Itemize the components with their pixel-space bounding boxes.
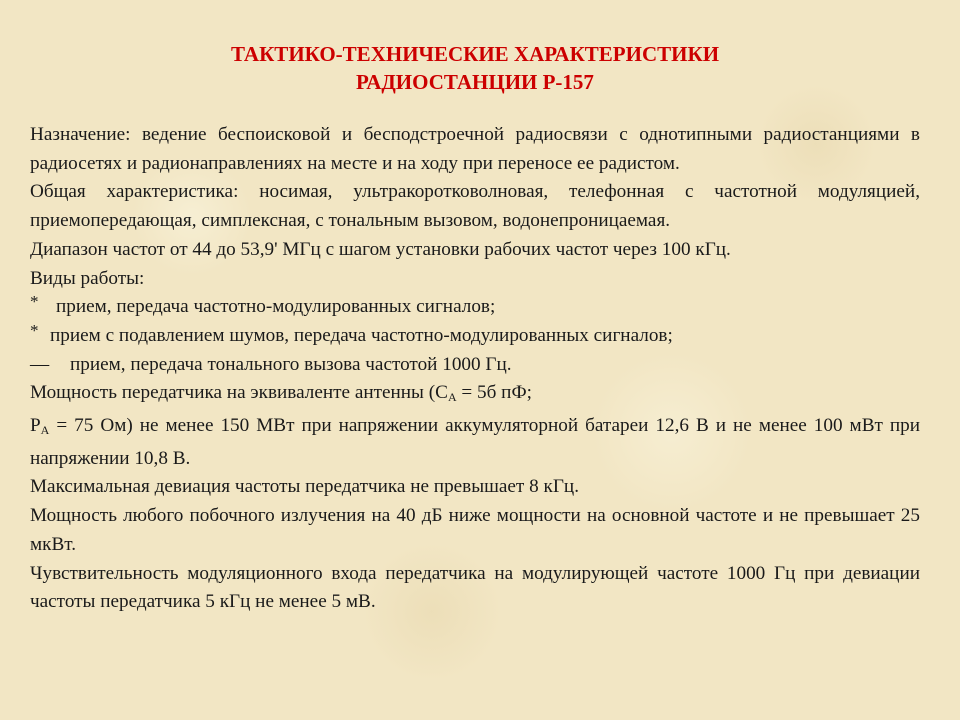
spurious-paragraph: Мощность любого побочного излучения на 40 дБ ниже мощности на основной частоте и не превышает 25 мкВт. <box>30 505 920 555</box>
power-rest: = 75 Ом) не менее 150 МВт при напряжении аккумуляторной батареи 12,6 В и не менее 100 мВт при напряжении 10,8 В. <box>30 415 920 469</box>
slide-title <box>30 40 920 96</box>
frequency-range-paragraph: Диапазон частот от 44 до 53,9' МГц с шагом установки рабочих частот через 100 кГц. <box>30 238 731 260</box>
title-line-2: РАДИОСТАНЦИИ Р-157 <box>356 70 594 94</box>
general-paragraph: Общая характеристика: носимая, ультракоротковолновая, телефонная с частотной модуляцией, приемопередающая, симплексная, с тональным вызовом, водонепроницаемая. <box>30 181 920 232</box>
mode-item-text: прием, передача частотно-модулированных сигналов; <box>56 296 496 318</box>
power-prefix: Мощность передатчика на эквиваленте антенны (С <box>30 382 448 404</box>
asterisk-icon: * <box>30 292 39 312</box>
title-line-1: ТАКТИКО-ТЕХНИЧЕСКИЕ ХАРАКТЕРИСТИКИ <box>230 42 720 66</box>
deviation-paragraph: Максимальная девиация частоты передатчика не превышает 8 кГц. <box>30 476 579 498</box>
power-subscript-a: А <box>447 390 457 405</box>
mode-item-2 <box>30 322 920 351</box>
power-line-1 <box>30 379 920 412</box>
dash-icon: — <box>30 353 50 375</box>
mode-item-3 <box>30 351 920 380</box>
mode-item-1 <box>30 293 920 322</box>
power-r-symbol: Р <box>30 415 41 437</box>
sensitivity-paragraph: Чувствительность модуляционного входа передатчика на модулирующей частоте 1000 Гц при девиации частоты передатчика 5 кГц не менее 5 мВ. <box>30 562 920 613</box>
purpose-paragraph: Назначение: ведение беспоисковой и бесподстроечной радиосвязи с однотипными радиостанциями в радиосетях и радионаправлениях на месте и на ходу при переносе ее радистом. <box>30 124 920 174</box>
power-paragraph <box>30 412 920 473</box>
power-capacitance: = 5б пФ; <box>456 382 532 404</box>
mode-item-text: прием с подавлением шумов, передача частотно-модулированных сигналов; <box>50 324 673 346</box>
mode-item-text: прием, передача тонального вызова частотой 1000 Гц. <box>70 353 512 375</box>
asterisk-icon: * <box>30 320 39 340</box>
modes-heading: Виды работы: <box>30 267 145 289</box>
slide-body <box>30 121 920 617</box>
power-subscript-a: А <box>40 423 50 438</box>
